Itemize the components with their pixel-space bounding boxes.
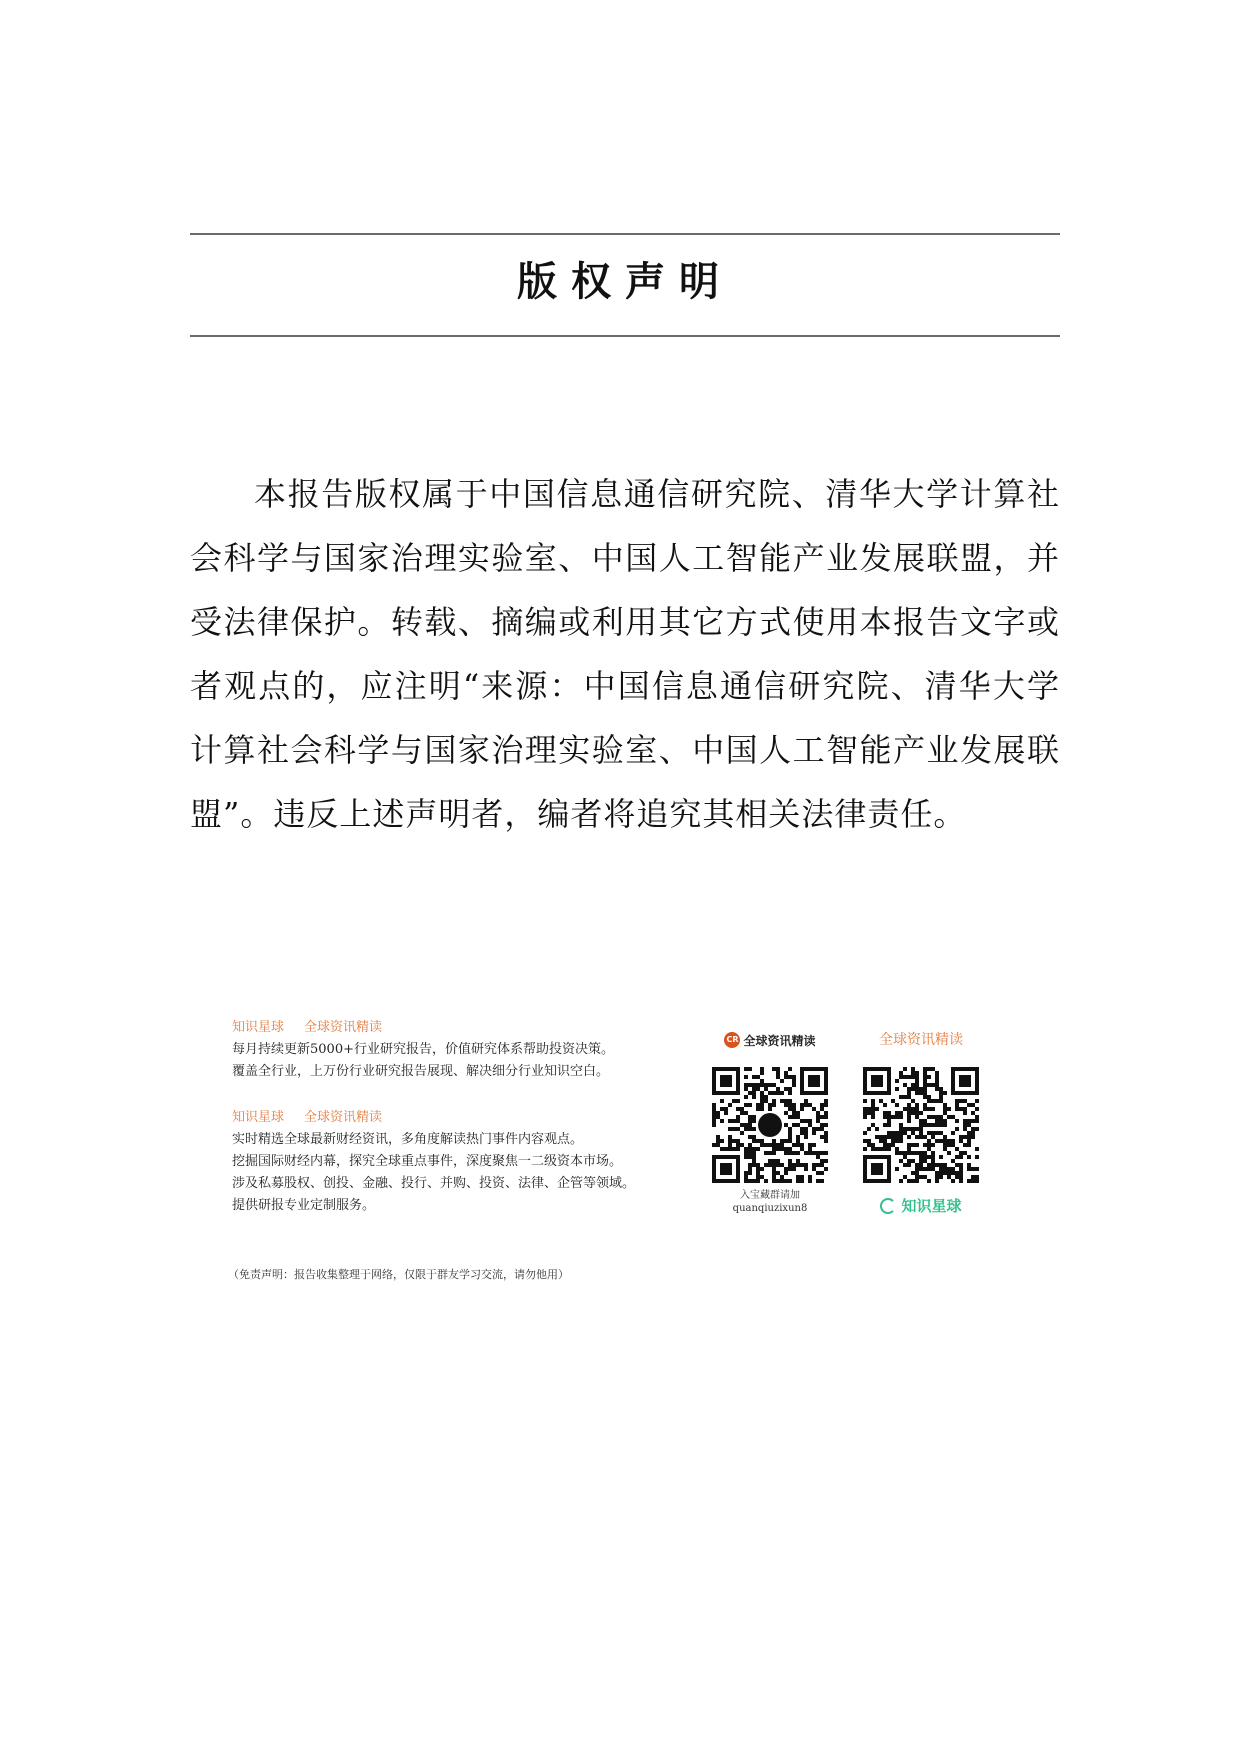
qr-caption-line1: 入宝藏群请加 [740,1190,800,1201]
promo-line: 覆盖全行业，上万份行业研究报告展现、解决细分行业知识空白。 [232,1064,610,1079]
promo-line: 提供研报专业定制服务。 [232,1198,376,1213]
promo-heading-b: 全球资讯精读 [304,1020,383,1035]
zsxq-logo [856,1195,986,1216]
promo-heading-b: 全球资讯精读 [304,1110,383,1125]
qr-right-heading: 全球资讯精读 [879,1032,963,1048]
promo-heading-a: 知识星球 [232,1020,285,1035]
promo-line: 实时精选全球最新财经资讯，多角度解读热门事件内容观点。 [232,1132,584,1147]
zsxq-qr-block [856,1027,986,1216]
promo-line: 涉及私募股权、创投、金融、投行、并购、投资、法律、企管等领域。 [232,1176,636,1191]
wechat-qr-code-icon[interactable] [712,1067,828,1183]
disclaimer: （免责声明：报告收集整理于网络，仅限于群友学习交流，请勿他用） [228,1268,569,1281]
promo-line: 每月持续更新5000+行业研究报告，价值研究体系帮助投资决策。 [232,1042,614,1057]
promo-block-reports [232,1017,614,1083]
promo-heading-a: 知识星球 [232,1110,285,1125]
page-title: 版权声明 [517,258,733,305]
title-top-rule [190,233,1060,235]
cr-logo-icon: CR [724,1032,740,1048]
cr-brand [704,1027,836,1053]
copyright-statement: 本报告版权属于中国信息通信研究院、清华大学计算社会科学与国家治理实验室、中国人工智能产业发展联盟，并受法律保护。转载、摘编或利用其它方式使用本报告文字或者观点的，应注明“来源：中国信息通信研究院、清华大学计算社会科学与国家治理实验室、中国人工智能产业发展联盟”。违反上述声明者，编者将追究其相关法律责任。 [190,475,1060,833]
title-bottom-rule [190,335,1060,337]
wechat-qr-block [704,1027,836,1215]
zsxq-qr-code-icon[interactable] [863,1067,979,1183]
zsxq-ring-icon [880,1198,896,1214]
promo-block-news [232,1107,635,1217]
promo-line: 挖掘国际财经内幕，探究全球重点事件，深度聚焦一二级资本市场。 [232,1154,623,1169]
zsxq-logo-label: 知识星球 [901,1197,962,1215]
promo-heading [232,1107,635,1129]
cr-brand-label: 全球资讯精读 [743,1033,816,1048]
promo-heading [232,1017,614,1039]
qr-caption-line2: quanqiuzixun8 [732,1203,808,1214]
